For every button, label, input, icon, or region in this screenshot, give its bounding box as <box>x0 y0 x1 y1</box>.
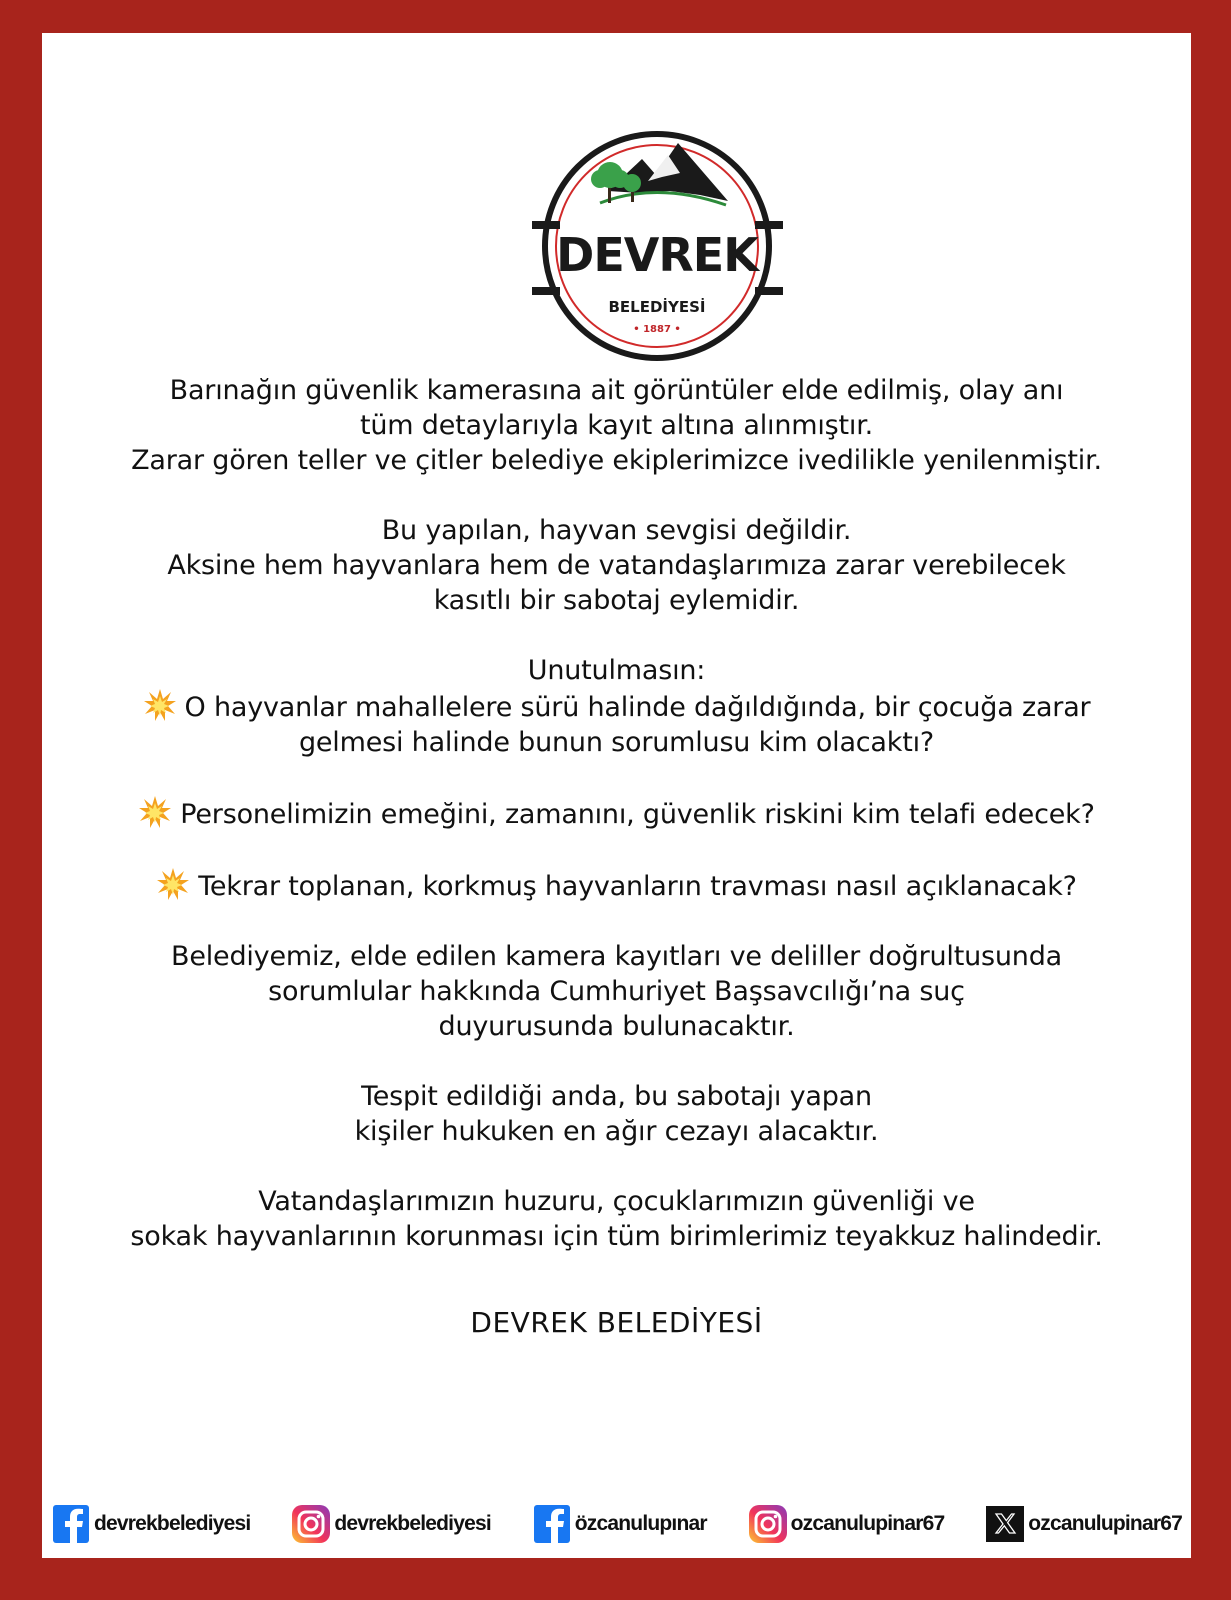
text-line: kasıtlı bir sabotaj eylemidir. <box>433 585 800 616</box>
collision-icon <box>138 795 172 829</box>
social-handle: özcanulupınar <box>574 1512 707 1535</box>
social-handle: devrekbelediyesi <box>334 1512 491 1535</box>
paragraph-reminders <box>42 653 1191 904</box>
instagram-icon <box>749 1505 787 1543</box>
text-line: O hayvanlar mahallelere sürü halinde dağıldığında, bir çocuğa zarar <box>184 692 1091 723</box>
text-line: Personelimizin emeğini, zamanını, güvenlik riskini kim telafi edecek? <box>180 799 1095 830</box>
bullet-item <box>42 867 1191 904</box>
text-line: gelmesi halinde bunun sorumlusu kim olacaktı? <box>298 727 935 758</box>
x-icon <box>986 1505 1024 1543</box>
text-line: Belediyemiz, elde edilen kamera kayıtları ve deliller doğrultusunda <box>171 941 1062 972</box>
text-line: duyurusunda bulunacaktır. <box>438 1011 795 1042</box>
collision-icon <box>143 688 177 722</box>
paragraph-sabotage <box>42 513 1191 618</box>
social-facebook-ozcanulupinar[interactable] <box>533 1505 707 1543</box>
reminders-heading: Unutulmasın: <box>527 655 706 686</box>
social-handle: ozcanulupinar67 <box>1028 1512 1182 1535</box>
announcement-panel <box>42 33 1191 1558</box>
facebook-icon <box>52 1505 90 1543</box>
text-line: kişiler hukuken en ağır cezayı alacaktır. <box>354 1116 879 1147</box>
text-line: Barınağın güvenlik kamerasına ait görüntüler elde edilmiş, olay anı <box>169 375 1064 406</box>
text-line: sorumlular hakkında Cumhuriyet Başsavcılığı’na suç <box>268 976 965 1007</box>
signature: DEVREK BELEDİYESİ <box>470 1306 763 1339</box>
paragraph-penalty <box>42 1079 1191 1149</box>
svg-text:BELEDİYESİ: BELEDİYESİ <box>608 298 706 316</box>
bullet-item <box>42 795 1191 832</box>
text-line: Zarar gören teller ve çitler belediye ekiplerimizce ivedilikle yenilenmiştir. <box>131 445 1102 476</box>
text-line: Vatandaşlarımızın huzuru, çocuklarımızın güvenliği ve <box>258 1186 975 1217</box>
social-handle: ozcanulupinar67 <box>790 1512 945 1535</box>
instagram-icon <box>292 1505 330 1543</box>
bullet-item <box>42 688 1191 725</box>
collision-icon <box>156 867 190 901</box>
text-line: sokak hayvanlarının korunması için tüm birimlerimiz teyakkuz halindedir. <box>130 1221 1103 1252</box>
text-line: Bu yapılan, hayvan sevgisi değildir. <box>381 515 852 546</box>
paragraph-legal-action <box>42 939 1191 1044</box>
social-instagram-devrekbelediyesi[interactable] <box>292 1505 490 1543</box>
social-instagram-ozcanulupinar67[interactable] <box>749 1505 945 1543</box>
social-x-ozcanulupinar67[interactable] <box>986 1505 1182 1543</box>
text-line: Tespit edildiği anda, bu sabotajı yapan <box>361 1081 872 1112</box>
social-links <box>52 1505 1182 1543</box>
text-line: tüm detaylarıyla kayıt altına alınmıştır. <box>359 410 874 441</box>
paragraph-vigilance <box>42 1184 1191 1254</box>
devrek-belediyesi-logo <box>530 129 785 363</box>
announcement-body <box>42 373 1191 1254</box>
svg-text:• 1887 •: • 1887 • <box>633 324 681 335</box>
paragraph-evidence <box>42 373 1191 478</box>
social-facebook-devrekbelediyesi[interactable] <box>52 1505 250 1543</box>
text-line: Tekrar toplanan, korkmuş hayvanların travması nasıl açıklanacak? <box>198 871 1077 902</box>
svg-text:DEVREK: DEVREK <box>556 228 758 282</box>
text-line: Aksine hem hayvanlara hem de vatandaşlarımıza zarar verebilecek <box>167 550 1066 581</box>
facebook-icon <box>533 1505 571 1543</box>
social-handle: devrekbelediyesi <box>94 1512 251 1535</box>
